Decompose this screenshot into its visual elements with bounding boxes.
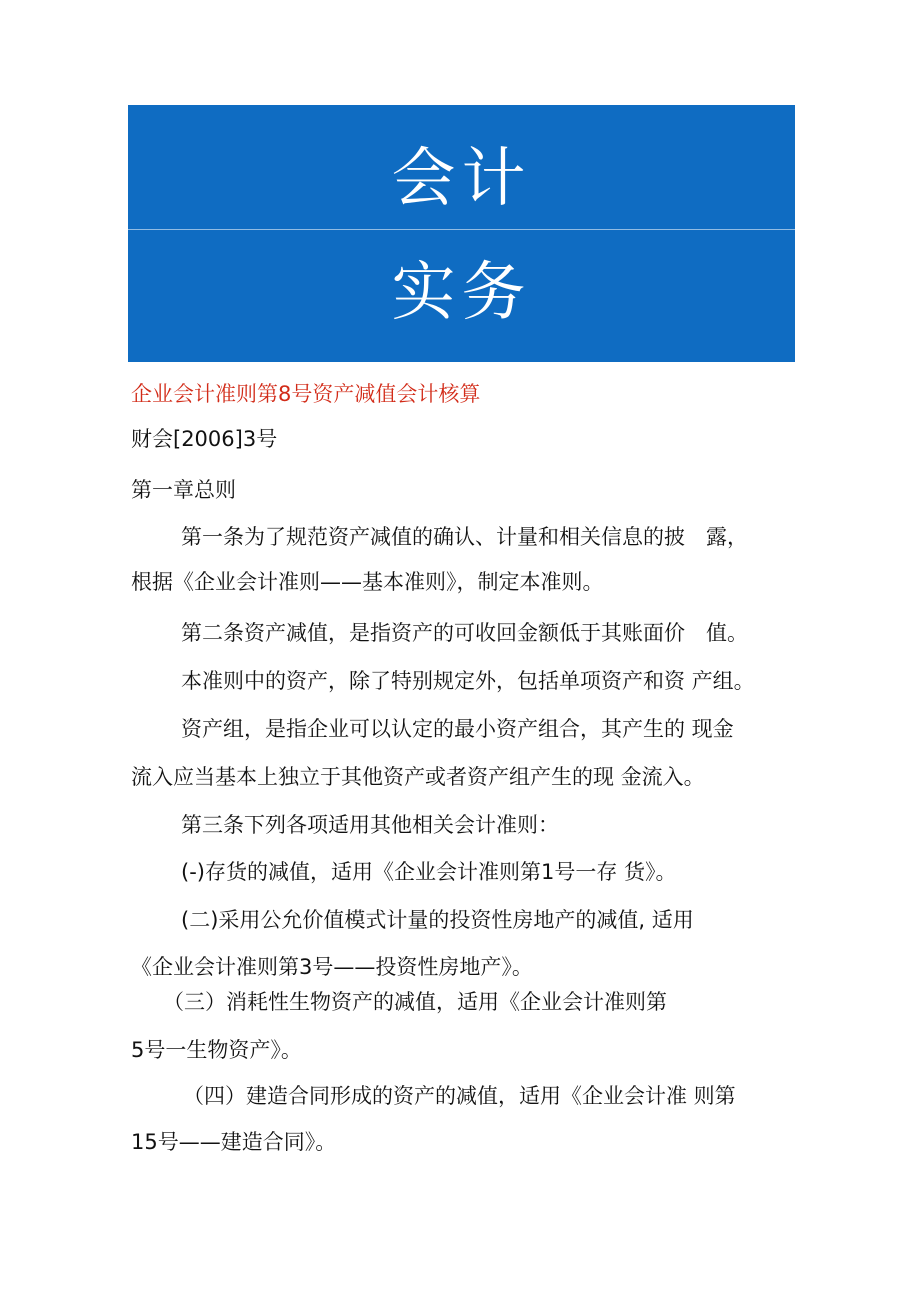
paragraph-line: (二)采用公允价值模式计量的投资性房地产的减值, 适用 [181, 908, 694, 932]
paragraph-line: 15号——建造合同》。 [131, 1130, 337, 1154]
banner-title-line-1: 会计 [391, 142, 532, 216]
paragraph-line: 根据《企业会计准则——基本准则》，制定本准则。 [131, 570, 604, 594]
paragraph-line: （三）消耗性生物资产的减值，适用《企业会计准则第 [163, 990, 667, 1014]
document-title: 企业会计准则第8号资产减值会计核算 [131, 382, 481, 406]
paragraph-line: 本准则中的资产，除了特别规定外，包括单项资产和资 产组。 [181, 669, 755, 693]
banner-divider [128, 229, 795, 230]
paragraph-line: 第一条为了规范资产减值的确认、计量和相关信息的披 露， [181, 525, 748, 549]
paragraph-line: 流入应当基本上独立于其他资产或者资产组产生的现 金流入。 [131, 765, 705, 789]
paragraph-line: 5号一生物资产》。 [131, 1038, 302, 1062]
paragraph-line: 第二条资产减值，是指资产的可收回金额低于其账面价 值。 [181, 621, 748, 645]
chapter-heading: 第一章总则 [131, 478, 236, 502]
title-banner [128, 105, 795, 362]
paragraph-line: 第三条下列各项适用其他相关会计准则： [181, 813, 559, 837]
paragraph-line: 《企业会计准则第3号——投资性房地产》。 [131, 955, 533, 979]
paragraph-line: 资产组，是指企业可以认定的最小资产组合，其产生的 现金 [181, 717, 734, 741]
paragraph-line: (-)存货的减值，适用《企业会计准则第1号一存 货》。 [181, 860, 677, 884]
paragraph-line: （四）建造合同形成的资产的减值，适用《企业会计准 则第 [183, 1084, 736, 1108]
document-number: 财会[2006]3号 [131, 427, 278, 451]
banner-title-line-2: 实务 [391, 256, 532, 330]
